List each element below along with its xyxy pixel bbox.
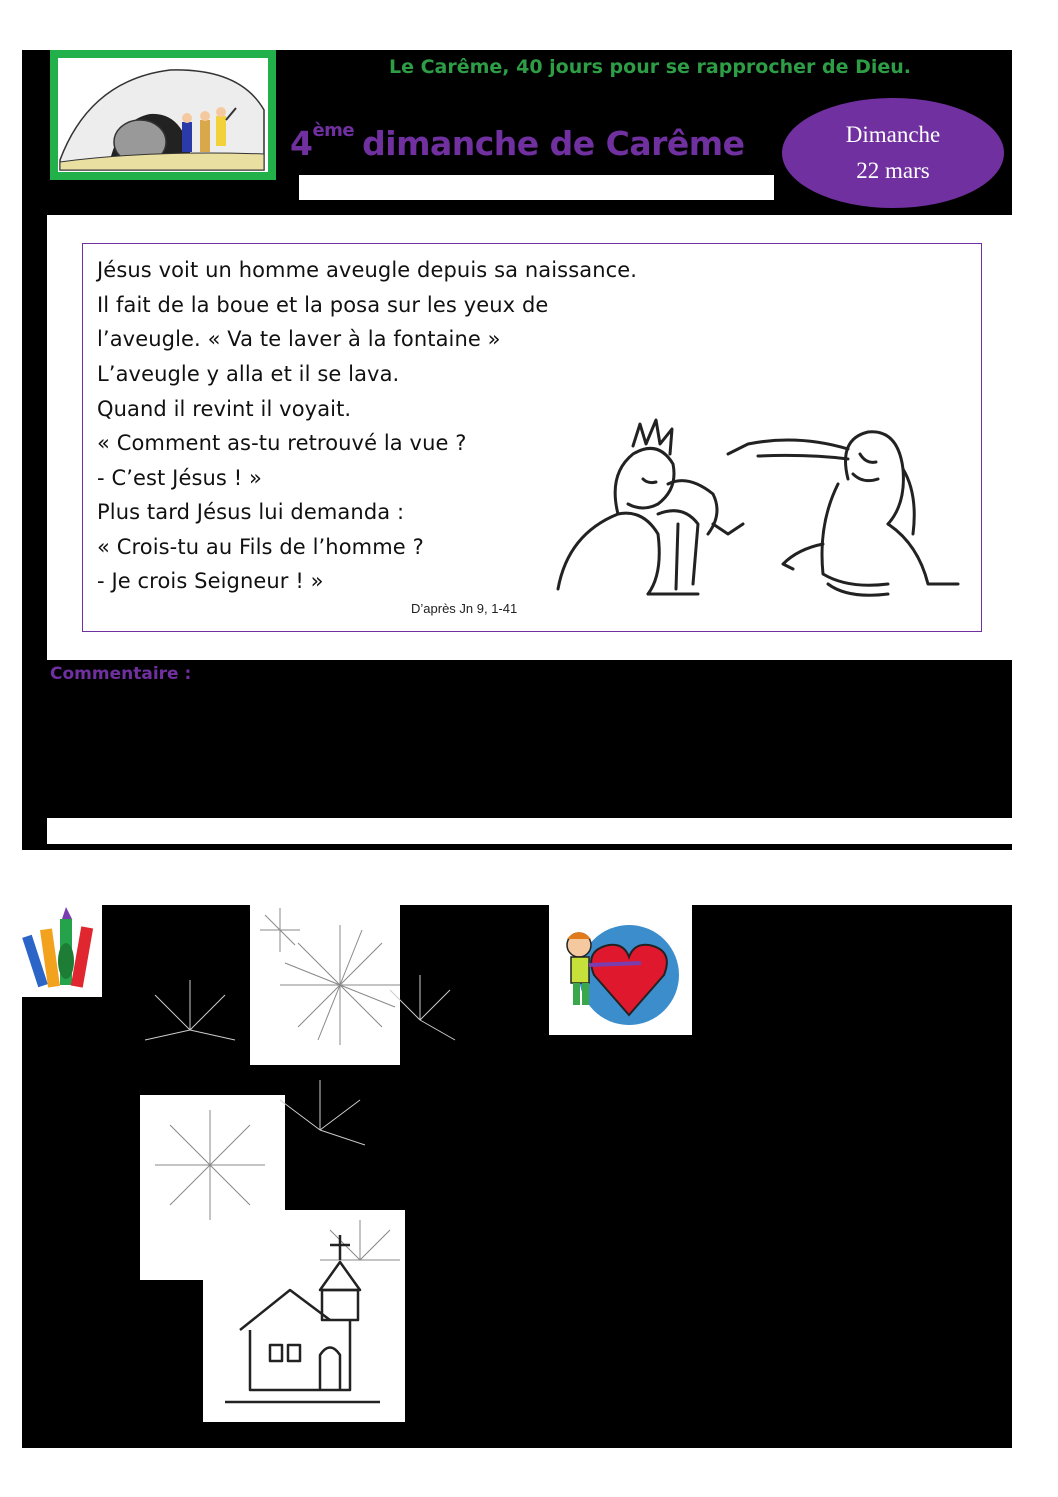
- story-line: « Comment as-tu retrouvé la vue ?: [97, 431, 467, 455]
- story-line: Quand il revint il voyait.: [97, 397, 352, 421]
- healing-illustration: [548, 384, 968, 604]
- child-painting-heart-icon: [549, 905, 692, 1035]
- title-suffix: ème: [312, 120, 355, 141]
- story-line: Il fait de la boue et la posa sur les yeux de: [97, 293, 549, 317]
- story-line: L’aveugle y alla et il se lava.: [97, 362, 400, 386]
- fireworks-illustration: [130, 890, 470, 1430]
- date-day: Dimanche: [845, 122, 941, 147]
- title-rest: dimanche de Carême: [362, 124, 745, 163]
- story-line: « Crois-tu au Fils de l’homme ?: [97, 535, 424, 559]
- story-line: Plus tard Jésus lui demanda :: [97, 500, 405, 524]
- date-badge: [782, 98, 1004, 208]
- story-box: [82, 243, 982, 632]
- title-underline-bar: [299, 175, 774, 200]
- comment-label: Commentaire :: [50, 664, 192, 684]
- story-line: - C’est Jésus ! »: [97, 466, 262, 490]
- story-line: - Je crois Seigneur ! »: [97, 569, 324, 593]
- comment-bottom-strip: [47, 818, 1012, 844]
- bible-reference: D’après Jn 9, 1-41: [411, 601, 518, 616]
- page-title: [290, 120, 745, 163]
- lent-subtitle: Le Carême, 40 jours pour se rapprocher de Dieu.: [388, 56, 912, 78]
- crayons-icon: [22, 905, 102, 997]
- tomb-illustration: [50, 50, 276, 180]
- story-line: l’aveugle. « Va te laver à la fontaine »: [97, 327, 501, 351]
- story-line: Jésus voit un homme aveugle depuis sa naissance.: [97, 258, 638, 282]
- date-value: 22 mars: [856, 158, 930, 183]
- title-number: 4: [290, 124, 313, 163]
